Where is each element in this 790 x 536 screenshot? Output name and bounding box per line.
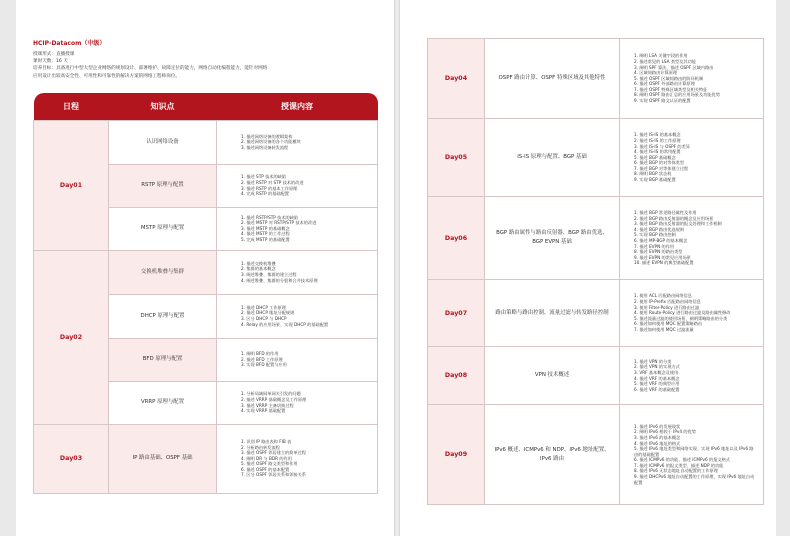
schedule-table-left <box>33 93 378 494</box>
content-item: 2. 描述 VPN 的实现方式 <box>634 364 680 370</box>
content-item: 3. 描述 IS-IS 与 OSPF 的差异 <box>634 143 690 149</box>
table-row <box>428 197 764 280</box>
day-label: Day07 <box>428 280 485 347</box>
left-page <box>16 0 394 536</box>
content-item: 5. 实现 BGP 路由控制 <box>634 232 676 238</box>
content-item: 3. 描述 RSTP 的基本工作原理 <box>241 185 298 191</box>
content-cell <box>217 120 378 164</box>
header-topic: 知识点 <box>109 93 217 120</box>
content-item: 2. 描述常见的 LSA 类型及其功能 <box>634 58 696 64</box>
content-item: 2. 描述 BGP 路由反射器的概念及应用场景 <box>634 215 714 221</box>
content-cell <box>217 164 378 207</box>
content-item: 2. 描述网络设备的各个功能模块 <box>241 139 301 145</box>
table-row <box>34 250 378 294</box>
content-item: 6. 描述 OSPF 外部路由计算原理 <box>634 81 695 87</box>
content-item: 3. 阐述堆叠、集群的建立过程 <box>241 272 297 277</box>
content-item: 1. 识别 IP 路由表和 FIB 表 <box>241 438 292 444</box>
content-item: 5. 描述流量过滤的使用场景、阐明策略路由的分类 <box>634 315 728 321</box>
content-item: 5. 描述 BGP 基础概念 <box>634 154 676 160</box>
topic-cell: 路由策略与路由控制、流量过滤与转发路径控制 <box>485 280 620 347</box>
content-item: 4. 描述 IPv6 地址的格式 <box>634 440 681 446</box>
content-item: 9. 实现 BGP 基础配置 <box>634 177 676 183</box>
content-cell <box>217 294 378 338</box>
course-title: HCIP-Datacom（中级） <box>33 40 106 47</box>
schedule-table-right <box>427 38 764 505</box>
content-item: 3. 实现 BFD 配置与应用 <box>241 362 287 368</box>
content-cell <box>620 280 764 347</box>
content-item: 4. 描述 BGP 路由优选规则 <box>634 226 685 232</box>
content-item: 4. Relay 的应用场景、实现 DHCP 的基础配置 <box>241 321 329 327</box>
content-item: 8. 描述 EVPN 的路由类型 <box>634 249 683 255</box>
content-item: 7. 描述如何使用 MQC 过滤流量 <box>634 326 694 332</box>
day-label: Day03 <box>34 424 109 493</box>
content-item: 6. 描述 BGP 的对等体类型 <box>634 160 685 166</box>
course-form: 授课形式：直播授课 <box>33 52 75 57</box>
content-item: 5. 描述 OSPF 路文类型和作用 <box>241 461 298 467</box>
content-item: 8. 描述 IPv6 无状态地址自动配置的工作原理 <box>634 468 718 474</box>
content-item: 1. 描述交换机堆叠 <box>241 260 276 266</box>
content-item: 3. 描述 BGP 路由反射器的报文处理和工作机制 <box>634 221 722 227</box>
right-page <box>400 0 776 536</box>
content-item: 3. 描述 VRRP 主备切换过程 <box>241 402 294 408</box>
content-item: 1. 描述 STP 技术的缺陷 <box>241 174 287 180</box>
topic-cell: IP 路由基础、OSPF 基础 <box>109 424 217 493</box>
content-item: 6. 描述如何使用 MQC 配置策略路由 <box>634 321 703 327</box>
content-item: 4. 使用 Route-Policy 进行路由过滤及路由属性修改 <box>634 310 731 316</box>
content-cell <box>620 347 764 405</box>
table-row <box>34 120 378 164</box>
topic-cell: BFD 原理与配置 <box>109 338 217 381</box>
course-goal-line1: 培养目标：具备进行中型大型企业网络的规划设计、部署维护、故障定位的能力，网络自动化编程能力，能针对网络 <box>33 66 268 72</box>
content-cell <box>620 39 764 119</box>
content-item: 3. 区分 DHCP 与 DHCP <box>241 316 287 321</box>
topic-cell: MSTP 原理与配置 <box>109 207 217 250</box>
content-item: 4. 区域间路由计算原理 <box>634 70 678 76</box>
content-item: 3. 描述 MSTP 的基础概念 <box>241 225 290 231</box>
topic-cell: IS-IS 原理与配置、BGP 基础 <box>485 119 620 197</box>
course-days: 课时天数：16 天 <box>33 59 68 65</box>
content-item: 4. 描述 IS-IS 的常用配置 <box>634 149 681 155</box>
table-row <box>428 39 764 119</box>
content-item: 7. 区分 OSPF 邻居关系和邻接关系 <box>241 472 306 478</box>
content-cell <box>217 424 378 493</box>
content-item: 3. 使用 Filter-Policy 进行路由过滤 <box>634 304 700 310</box>
content-item: 7. 描述 OSPF 特殊区域类型及相关特征 <box>634 86 708 92</box>
day-label: Day04 <box>428 39 485 119</box>
content-cell <box>620 197 764 280</box>
content-item: 3. 描述 IPv6 的基本概念 <box>634 434 681 440</box>
topic-cell: RSTP 原理与配置 <box>109 164 217 207</box>
table-row <box>428 119 764 197</box>
content-item: 1. 描述 BGP 常见路径属性及作用 <box>634 210 697 216</box>
course-goal-line2: 应用设计出较高安全性、可用性和可靠性的解决方案的网络工程师岗位。 <box>33 73 181 79</box>
content-item: 5. 描述 IPv6 地址类型和网络实现、实现 IPv6 地址以及 IPv6 路由的基础配置 <box>634 446 754 457</box>
content-item: 1. 描述 VPN 的分类 <box>634 358 672 364</box>
day-label: Day06 <box>428 197 485 280</box>
topic-cell: 交换机堆叠与集群 <box>109 250 217 294</box>
content-item: 2. 描述 BFD 工作原理 <box>241 356 283 362</box>
content-item: 5. 描述 OSPF 区域间路由的防环机制 <box>634 75 704 81</box>
content-item: 4. 阐明 DR 与 BDR 的作用 <box>241 455 292 461</box>
topic-cell: VPN 技术概述 <box>485 347 620 405</box>
content-item: 6. 描述 OSPF 的基本配置 <box>241 466 290 472</box>
table-row <box>34 424 378 493</box>
day-label: Day08 <box>428 347 485 405</box>
content-item: 7. 描述 ICMPv6 的报文类型、描述 NDP 的功能 <box>634 462 724 468</box>
content-cell <box>217 338 378 381</box>
content-item: 2. 集群的基本概念 <box>241 266 276 272</box>
content-item: 9. 描述 EVPN 的常见应用场景 <box>634 254 691 260</box>
content-item: 10. 描述 EVPN 的典型基础配置 <box>634 260 694 266</box>
content-item: 3. VRF 基本概念及使用 <box>634 369 679 375</box>
table-row <box>428 347 764 405</box>
content-item: 7. 描述 EVPN 的作用 <box>634 243 675 249</box>
topic-cell: 认识网络设备 <box>109 120 217 164</box>
content-item: 1. 描述 RSTP/STP 技术的缺陷 <box>241 214 299 220</box>
content-item: 7. 描述 BGP 对等体建立过程 <box>634 165 689 171</box>
day-label: Day02 <box>34 250 109 424</box>
day-label: Day09 <box>428 405 485 505</box>
content-item: 5. 完成 MSTP 的基础配置 <box>241 236 290 242</box>
content-item: 4. 阐述堆叠、集群的分裂和合并技术原理 <box>241 277 318 283</box>
content-item: 5. 描述 VRF 的典型应用 <box>634 381 680 387</box>
table-header <box>34 93 378 120</box>
content-item: 1. 阐明 LSA 关键字段的作用 <box>634 53 688 59</box>
content-item: 4. 描述 VRF 的基本概念 <box>634 375 680 381</box>
content-item: 1. 描述 DHCP 工作原理 <box>241 304 286 310</box>
topic-cell: DHCP 原理与配置 <box>109 294 217 338</box>
header-content: 授课内容 <box>217 93 378 120</box>
content-item: 3. 阐明 SPF 算法、描述 OSPF 区域内路由 <box>634 64 714 70</box>
content-cell <box>620 405 764 505</box>
content-item: 2. 描述 VRRP 基础概念及工作原理 <box>241 396 307 402</box>
content-item: 1. 描述网络设备的逻辑架构 <box>241 133 293 139</box>
content-item: 8. 阐明 OSPF 路由汇总的应用场景及功能优势 <box>634 92 720 98</box>
content-cell <box>217 250 378 294</box>
content-item: 2. 描述 RSTP 对 STP 技术的改进 <box>241 179 304 185</box>
header-day: 日程 <box>34 93 109 120</box>
topic-cell: BGP 路由属性与路由反射器、BGP 路由优选、BGP EVPN 基础 <box>485 197 620 280</box>
topic-cell: OSPF 路由计算、OSPF 特殊区域及其他特性 <box>485 39 620 119</box>
content-item: 1. 阐明 BFD 的作用 <box>241 351 279 357</box>
content-item: 3. 描述 OSPF 邻居建立的简单过程 <box>241 450 306 456</box>
day-label: Day05 <box>428 119 485 197</box>
content-item: 4. 描述 MSTP 的工作过程 <box>241 231 290 237</box>
content-item: 8. 阐明 BGP 状态机 <box>634 171 672 177</box>
content-cell <box>217 207 378 250</box>
course-info <box>33 38 373 80</box>
content-item: 2. 使用 IP-Prefix 匹配路由网络信息 <box>634 299 701 305</box>
content-item: 2. 描述 DHCP 地址分配规则 <box>241 310 295 316</box>
content-item: 9. 实现 OSPF 路文认证的配置 <box>634 98 691 104</box>
content-item: 2. 描述 IS-IS 的工作原理 <box>634 137 681 143</box>
content-item: 1. 描述 IS-IS 的基本概念 <box>634 132 681 138</box>
content-item: 2. 分析路由转发流程 <box>241 444 280 450</box>
day-label: Day01 <box>34 120 109 250</box>
topic-cell: VRRP 原理与配置 <box>109 381 217 424</box>
content-item: 2. 阐明 IPv6 相较于 IPv4 的优势 <box>634 429 696 435</box>
content-item: 6. 描述 MP-BGP 的基本概念 <box>634 238 688 243</box>
content-item: 4. 完成 RSTP 的基础配置 <box>241 191 289 197</box>
content-item: 2. 描述 MSTP 对 RSTP/STP 技术的改进 <box>241 220 317 226</box>
content-item: 3. 描述网络设备转发流程 <box>241 144 289 150</box>
content-item: 1. 描述 IPv6 的发展现状 <box>634 423 681 429</box>
content-item: 1. 分析局域网单网关引发的问题 <box>241 391 301 397</box>
table-row <box>428 280 764 347</box>
content-item: 4. 实现 VRRP 基础配置 <box>241 408 286 414</box>
topic-cell: IPv6 概述、ICMPv6 和 NDP、IPv6 地址配置、IPv6 路由 <box>485 405 620 505</box>
content-item: 9. 描述 DHCPv6 地址自动配置的工作原理、实现 IPv6 地址自动配置 <box>634 474 755 485</box>
content-item: 1. 使用 ACL 匹配路由网络信息 <box>634 293 692 299</box>
content-item: 6. 描述 ICMPv6 的功能、描述 ICMPv6 的报文格式 <box>634 457 730 463</box>
table-row <box>428 405 764 505</box>
content-item: 6. 描述 VRF 的基础配置 <box>634 386 680 392</box>
content-cell <box>620 119 764 197</box>
content-cell <box>217 381 378 424</box>
